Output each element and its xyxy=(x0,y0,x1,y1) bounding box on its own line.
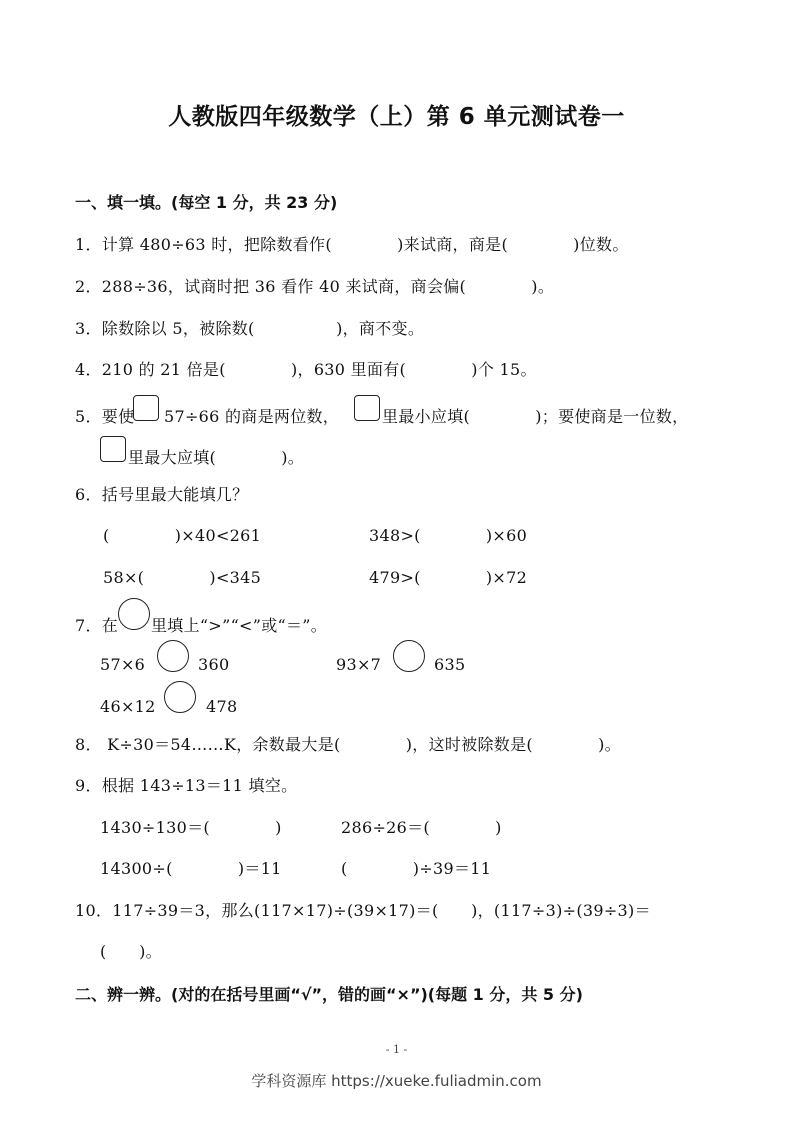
blank-square-box xyxy=(133,395,159,421)
question-5-part-3: 里最小应填( )；要使商是一位数， xyxy=(382,407,689,426)
page-number: - 1 - xyxy=(385,1043,408,1056)
q7-left-expr: 93×7 xyxy=(336,655,382,674)
q7-right-value: 478 xyxy=(206,697,238,716)
q9-item: 1430÷130＝( ) xyxy=(100,818,282,837)
compare-circle xyxy=(157,640,189,672)
question-1: 1．计算 480÷63 时，把除数看作( )来试商，商是( )位数。 xyxy=(75,235,629,254)
question-10-line-2: ( )。 xyxy=(100,942,162,961)
compare-circle xyxy=(118,598,150,630)
question-2: 2．288÷36，试商时把 36 看作 40 来试商，商会偏( )。 xyxy=(75,277,555,296)
q6-item: ( )×40<261 xyxy=(103,526,262,545)
section-2-heading: 二、辨一辨。(对的在括号里画“√”，错的画“×”)(每题 1 分，共 5 分) xyxy=(75,985,583,1004)
question-4: 4．210 的 21 倍是( )，630 里面有( )个 15。 xyxy=(75,360,537,379)
q9-item: 286÷26＝( ) xyxy=(341,818,502,837)
blank-square-box xyxy=(354,395,380,421)
q9-item: 14300÷( )＝11 xyxy=(100,859,282,878)
section-1-heading: 一、填一填。(每空 1 分，共 23 分) xyxy=(75,193,338,212)
q6-item: 348>( )×60 xyxy=(369,526,528,545)
q7-left-expr: 57×6 xyxy=(100,655,146,674)
question-5-line-2: 里最大应填( )。 xyxy=(128,448,305,467)
q7-left-expr: 46×12 xyxy=(100,697,156,716)
q7-right-value: 635 xyxy=(434,655,466,674)
page-title: 人教版四年级数学（上）第 6 单元测试卷一 xyxy=(168,104,625,130)
question-5-prefix: 5．要使 xyxy=(75,407,135,426)
footer-watermark: 学科资源库 https://xueke.fuliadmin.com xyxy=(251,1072,542,1090)
q9-item: ( )÷39＝11 xyxy=(341,859,492,878)
q6-item: 58×( )<345 xyxy=(103,568,262,587)
compare-circle xyxy=(393,640,425,672)
blank-square-box xyxy=(100,436,126,462)
compare-circle xyxy=(164,681,196,713)
question-10: 10．117÷39＝3，那么(117×17)÷(39×17)＝( )，(117÷3)÷(39÷3)＝ xyxy=(75,901,651,920)
question-9: 9．根据 143÷13＝11 填空。 xyxy=(75,776,298,795)
question-7-text: 里填上“>”“<”或“＝”。 xyxy=(151,616,328,635)
question-8: 8． K÷30＝54……K，余数最大是( )，这时被除数是( )。 xyxy=(75,735,621,754)
question-6: 6．括号里最大能填几？ xyxy=(75,485,249,504)
question-5-part-2: 57÷66 的商是两位数， xyxy=(164,407,340,426)
q6-item: 479>( )×72 xyxy=(369,568,528,587)
question-7-prefix: 7．在 xyxy=(75,616,119,635)
q7-right-value: 360 xyxy=(198,655,230,674)
question-3: 3．除数除以 5，被除数( )，商不变。 xyxy=(75,319,425,338)
